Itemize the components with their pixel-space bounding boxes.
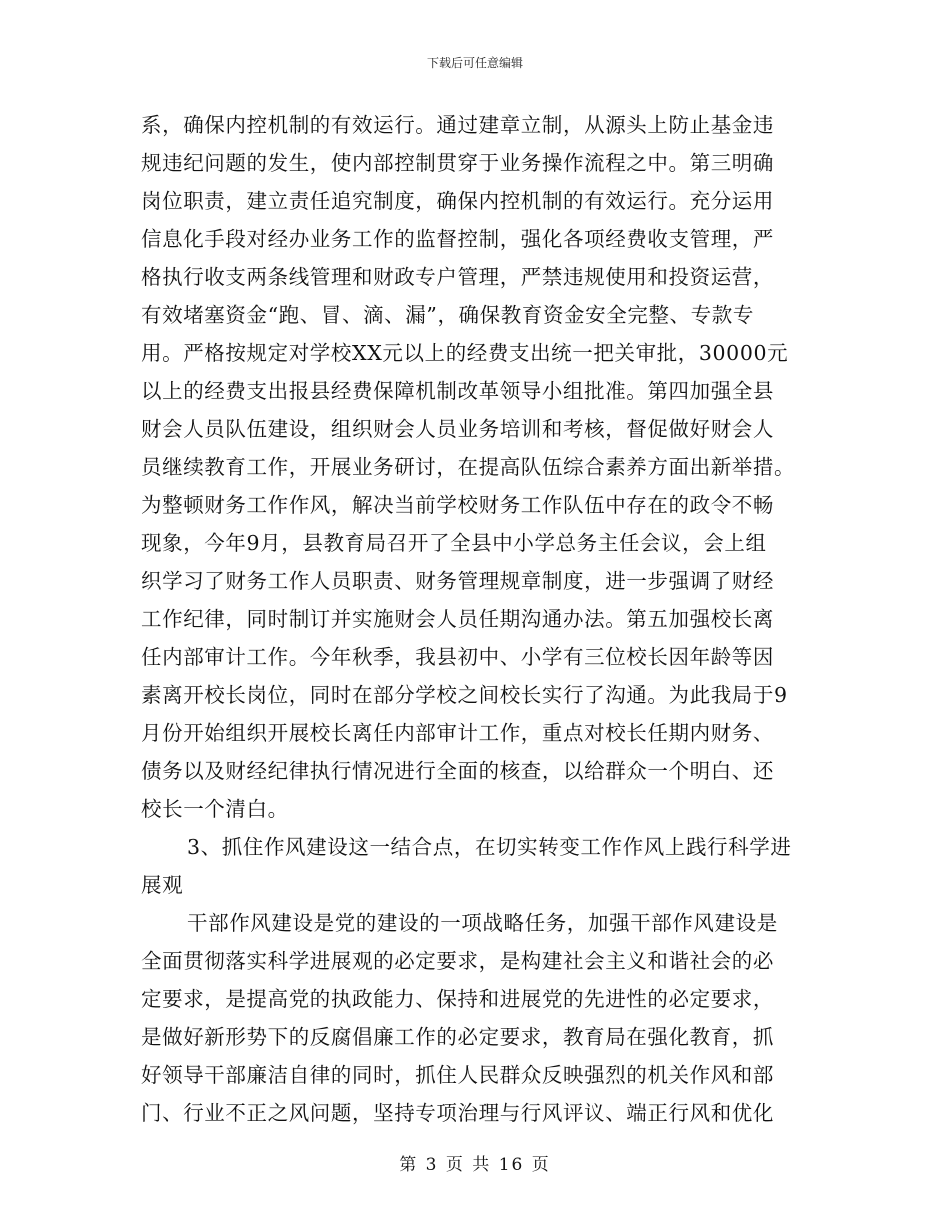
text-line: 信息化手段对经办业务工作的监督控制，强化各项经费收支管理，严 [141,227,774,251]
section-heading: 3、抓住作风建设这一结合点，在切实转变工作作风上践行科学进 [187,835,792,859]
text-line: 是做好新形势下的反腐倡廉工作的必定要求，教育局在强化教育，抓 [141,1025,774,1049]
text-line: 校长一个清白。 [141,797,289,821]
text-line: 现象，今年9月，县教育局召开了全县中小学总务主任会议，会上组 [141,531,767,555]
text-line: 好领导干部廉洁自律的同时，抓住人民群众反映强烈的机关作风和部 [141,1063,774,1087]
text-line: 规违纪问题的发生，使内部控制贯穿于业务操作流程之中。第三明确 [141,151,774,175]
text-line: 全面贯彻落实科学进展观的必定要求，是构建社会主义和谐社会的必 [141,949,774,973]
text-line: 财会人员队伍建设，组织财会人员业务培训和考核，督促做好财会人 [141,417,774,441]
text-line: 为整顿财务工作作风，解决当前学校财务工作队伍中存在的政令不畅 [141,493,774,517]
page-header: 下载后可任意编辑 [426,56,523,70]
section-heading-continued: 展观 [141,873,184,897]
text-line: 月份开始组织开展校长离任内部审计工作，重点对校长任期内财务、 [141,721,774,745]
text-line: 织学习了财务工作人员职责、财务管理规章制度，进一步强调了财经 [141,569,774,593]
text-line: 债务以及财经纪律执行情况进行全面的核查，以给群众一个明白、还 [141,759,774,783]
page-footer: 第 3 页 共 16 页 [399,1155,551,1175]
text-line: 用。严格按规定对学校XX元以上的经费支出统一把关审批，30000元 [141,341,789,365]
text-line: 干部作风建设是党的建设的一项战略任务，加强干部作风建设是 [187,911,778,935]
text-line: 岗位职责，建立责任追究制度，确保内控机制的有效运行。充分运用 [141,189,774,213]
text-line: 任内部审计工作。今年秋季，我县初中、小学有三位校长因年龄等因 [141,645,774,669]
body-text [141,106,809,1132]
text-line: 素离开校长岗位，同时在部分学校之间校长实行了沟通。为此我局于9 [141,683,788,707]
text-line: 门、行业不正之风问题，坚持专项治理与行风评议、端正行风和优化 [141,1101,774,1125]
text-line: 定要求，是提高党的执政能力、保持和进展党的先进性的必定要求， [141,987,774,1011]
text-line: 系，确保内控机制的有效运行。通过建章立制，从源头上防止基金违 [141,113,774,137]
text-line: 以上的经费支出报县经费保障机制改革领导小组批准。第四加强全县 [141,379,774,403]
text-line: 工作纪律，同时制订并实施财会人员任期沟通办法。第五加强校长离 [141,607,774,631]
text-line: 员继续教育工作，开展业务研讨，在提高队伍综合素养方面出新举措。 [141,455,796,479]
text-line: 有效堵塞资金“跑、冒、滴、漏”，确保教育资金安全完整、专款专 [141,303,754,327]
text-line: 格执行收支两条线管理和财政专户管理，严禁违规使用和投资运营， [141,265,774,289]
